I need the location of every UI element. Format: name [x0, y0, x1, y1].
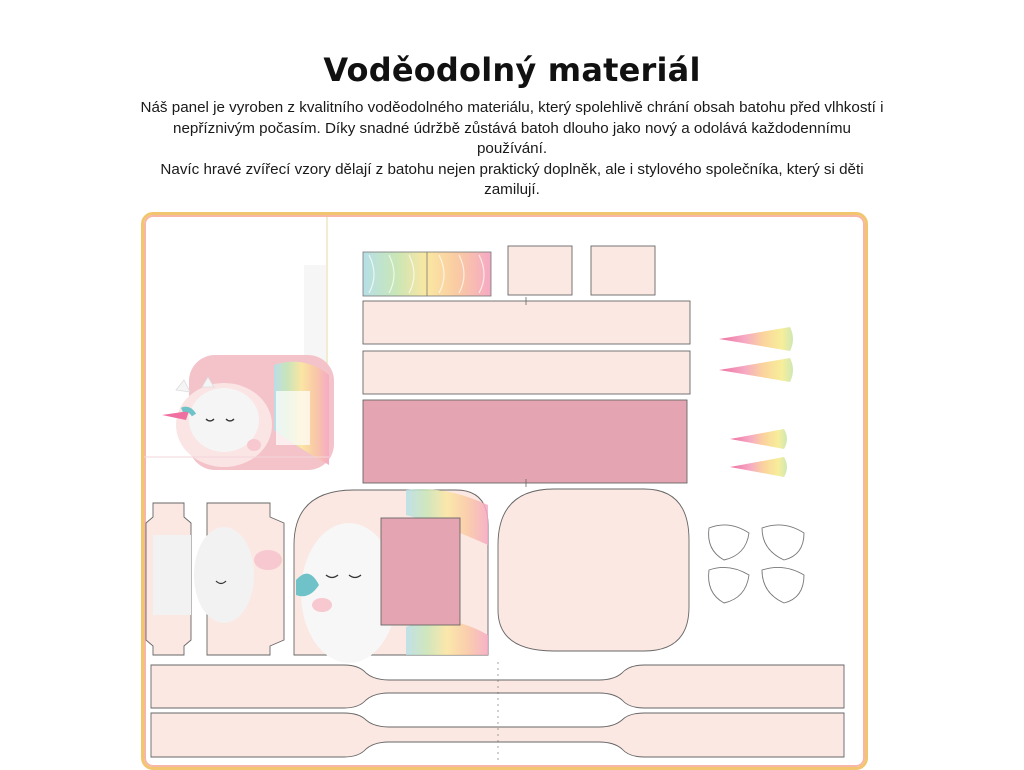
- description: [140, 98, 884, 201]
- description-paragraph-1: Náš panel je vyroben z kvalitního voděodolného materiálu, který spolehlivě chrání obsah batohu před vlhkostí i nepříznivým počasím. Díky snadné údržbě zůstává batoh dlouho jako nový a odolává každodennímu používání.: [140, 99, 884, 157]
- strip-piece-1: [363, 301, 690, 344]
- back-panel-piece: [498, 489, 689, 651]
- pocket-piece: [363, 400, 687, 483]
- page-title: Voděodolný materiál: [323, 51, 701, 90]
- small-piece-1: [508, 246, 572, 295]
- pattern-panel-image: [141, 212, 868, 770]
- small-piece-2: [591, 246, 655, 295]
- front-panel-piece: [294, 489, 488, 663]
- unicorn-backpack-preview-icon: [144, 217, 334, 470]
- description-paragraph-2: Navíc hravé zvířecí vzory dělají z batohu nejen praktický doplněk, ale i stylového společníka, který si děti zamilují.: [160, 160, 864, 198]
- strip-piece-2: [363, 351, 690, 394]
- pattern-panel-svg: [144, 215, 865, 767]
- unicorn-horn-icon: [719, 327, 793, 477]
- strap-piece-1: [151, 665, 844, 708]
- ear-outline-icon: [709, 525, 804, 603]
- strap-piece-2: [151, 713, 844, 757]
